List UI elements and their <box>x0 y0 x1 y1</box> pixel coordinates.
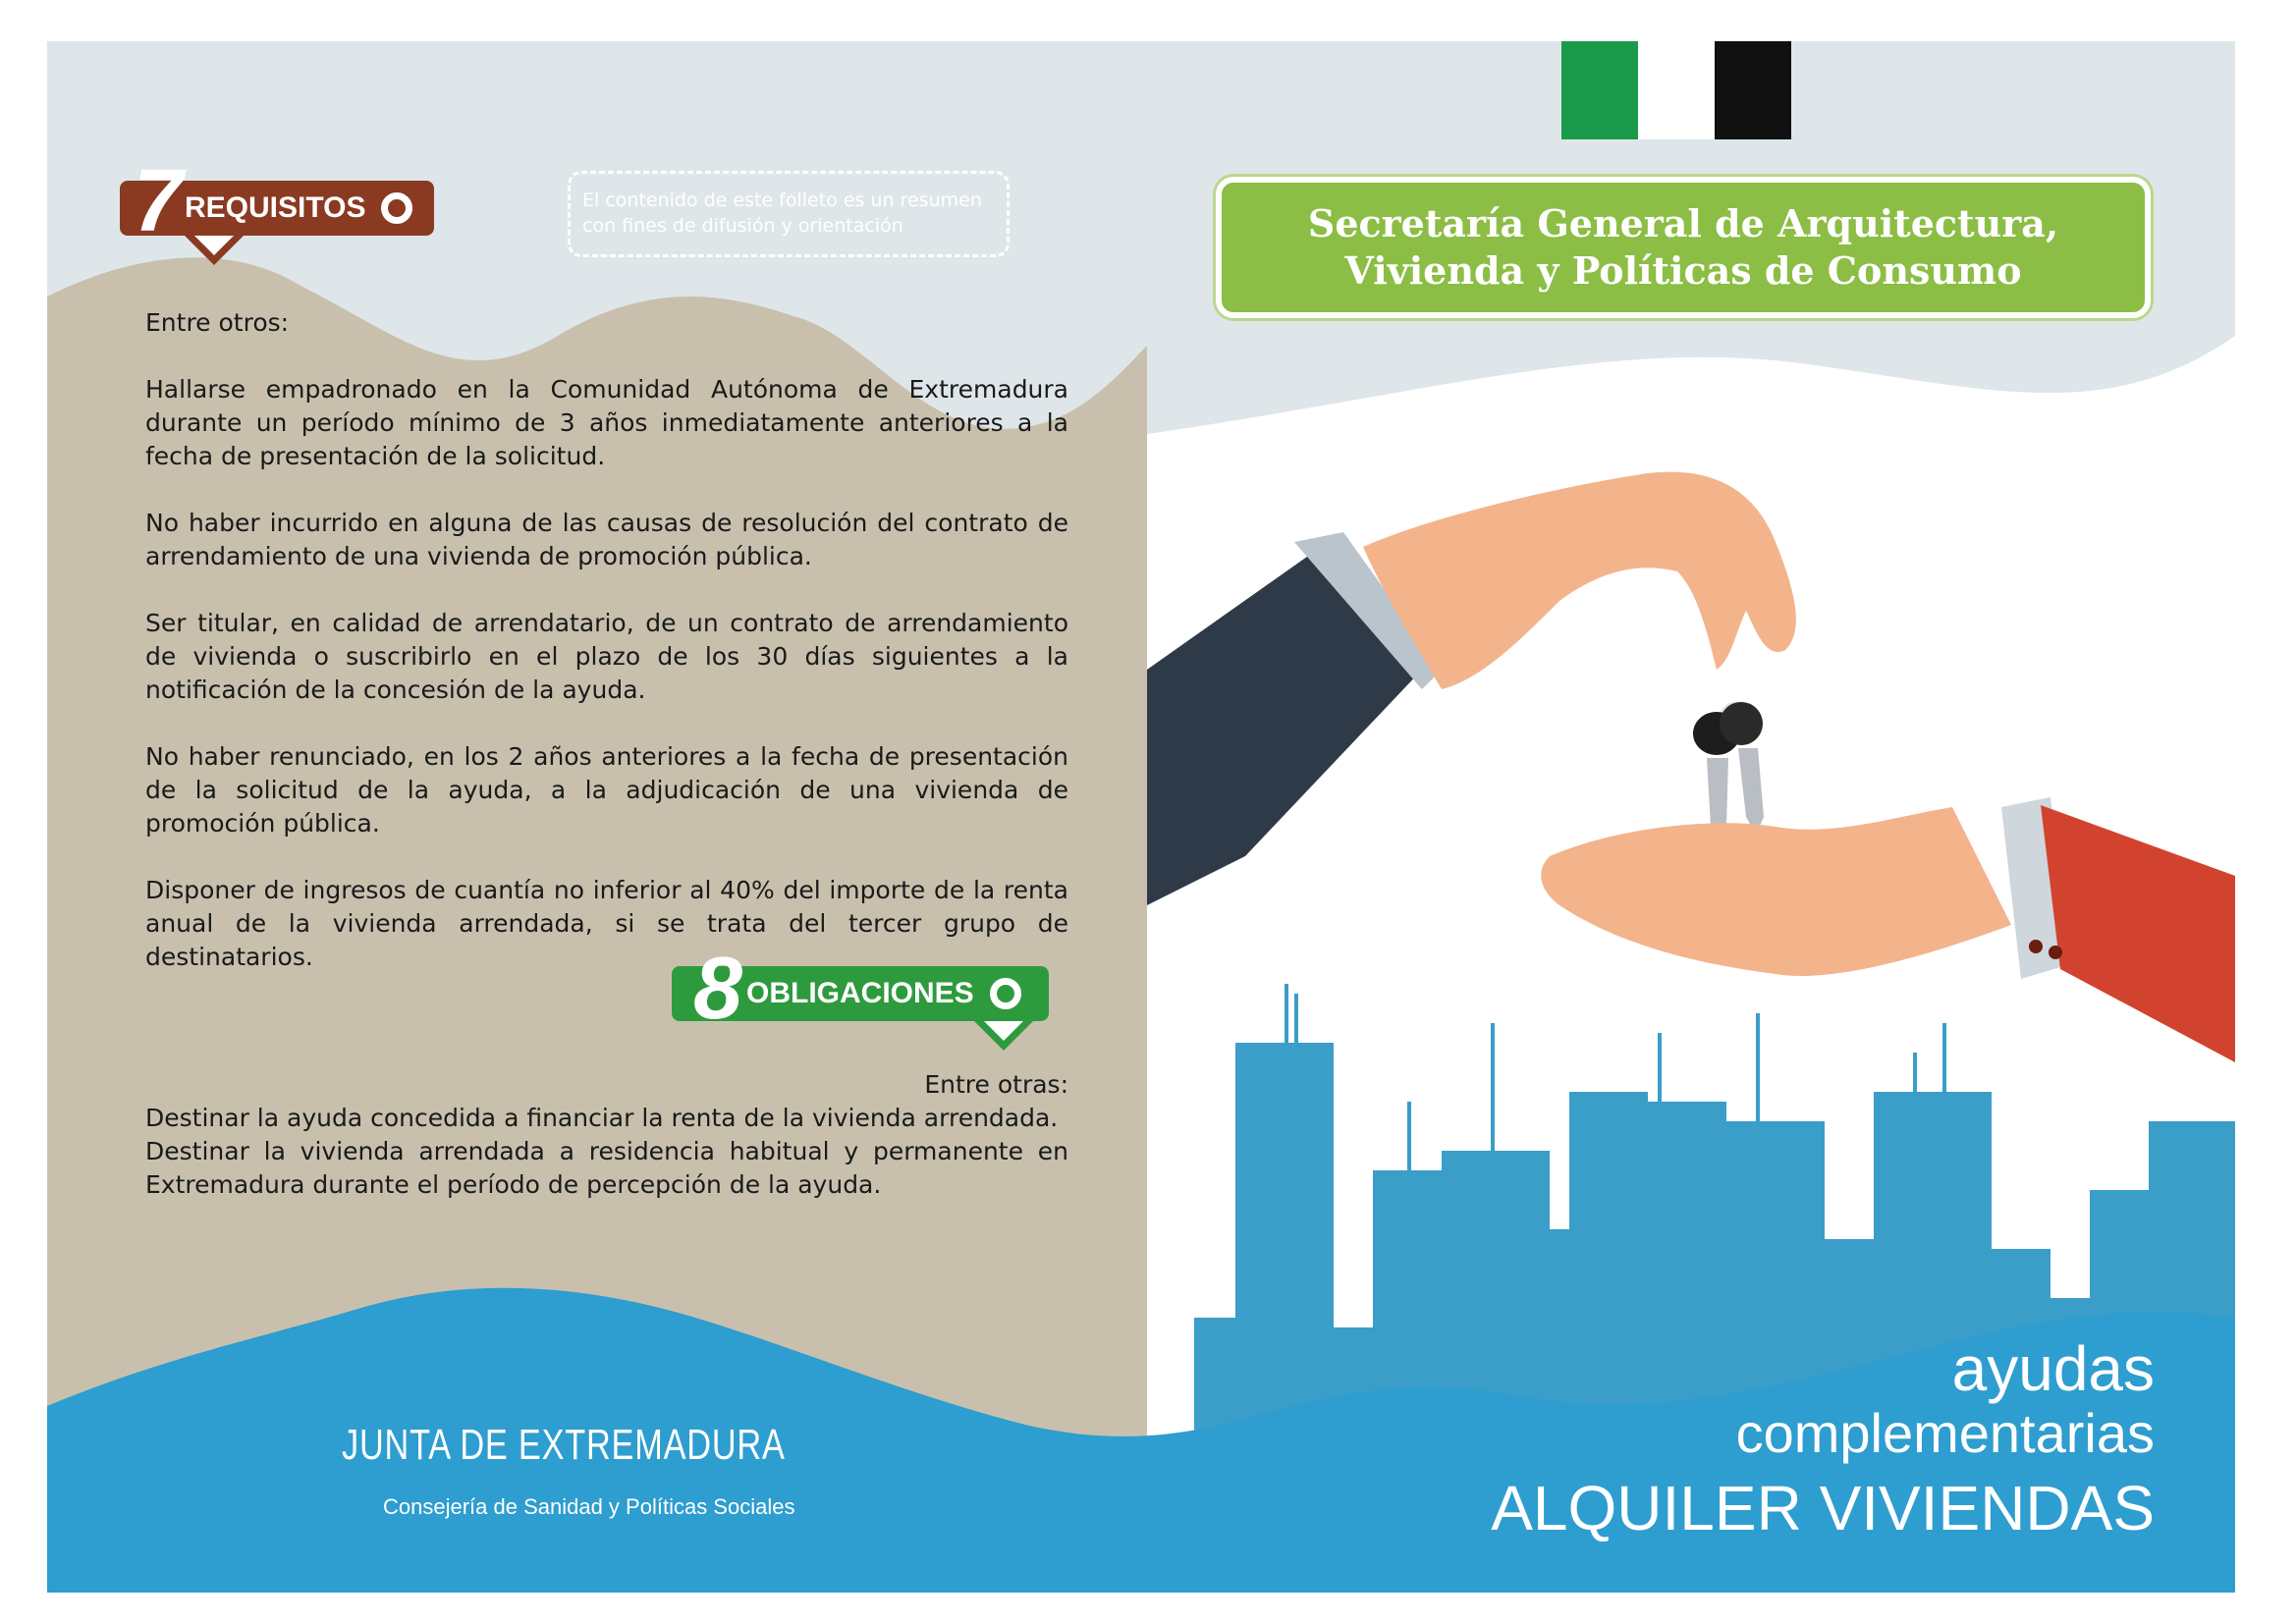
obligaciones-number: 8 <box>693 940 743 1038</box>
circle-icon <box>381 192 412 224</box>
obligaciones-intro: Entre otras: <box>924 1070 1068 1099</box>
flag-black-stripe <box>1715 41 1791 139</box>
flag-green-stripe <box>1561 41 1638 139</box>
obligaciones-body <box>145 1068 1068 1202</box>
down-arrow-icon <box>974 1021 1033 1055</box>
brochure-sheet <box>47 41 2235 1593</box>
flag-white-stripe <box>1638 41 1715 139</box>
secretaria-line-2: Vivienda y Políticas de Consumo <box>1344 248 2022 293</box>
requisito-item: Hallarse empadronado en la Comunidad Autónoma de Extremadura durante un período mínimo de 3 años inmediatamente anteriores a la fecha de presentación de la solicitud. <box>145 375 1068 470</box>
junta-logo-text: JUNTA DE EXTREMADURA <box>342 1421 786 1469</box>
obligaciones-label: OBLIGACIONES <box>746 977 974 1009</box>
requisito-item: Disponer de ingresos de cuantía no inferior al 40% del importe de la renta anual de la vivienda arrendada, si se trata del tercer grupo de destinatarios. <box>145 876 1068 971</box>
requisito-item: Ser titular, en calidad de arrendatario, de un contrato de arrendamiento de vivienda o suscribirlo en el plazo de los 30 días siguientes a la notificación de la concesión de la ayuda. <box>145 609 1068 704</box>
secretaria-line-1: Secretaría General de Arquitectura, <box>1307 201 2059 245</box>
obligacion-item: Destinar la ayuda concedida a financiar la renta de la vivienda arrendada. <box>145 1104 1059 1132</box>
circle-icon <box>990 978 1021 1009</box>
requisito-item: No haber renunciado, en los 2 años anteriores a la fecha de presentación de la solicitud de la ayuda, a la adjudicación de una vivienda de promoción pública. <box>145 742 1068 838</box>
consejeria-text: Consejería de Sanidad y Políticas Sociales <box>383 1494 795 1519</box>
disclaimer-line-1: El contenido de este folleto es un resumen <box>582 189 982 211</box>
requisitos-number: 7 <box>134 152 184 250</box>
requisitos-body <box>145 306 1068 1007</box>
requisito-item: No haber incurrido en alguna de las causas de resolución del contrato de arrendamiento de una vivienda de promoción pública. <box>145 509 1068 570</box>
requisitos-intro: Entre otros: <box>145 308 290 337</box>
disclaimer-box <box>568 171 1010 257</box>
down-arrow-icon <box>185 236 244 269</box>
obligacion-item: Destinar la vivienda arrendada a residencia habitual y permanente en Extremadura durante el período de percepción de la ayuda. <box>145 1137 1068 1199</box>
title-alquiler-viviendas: ALQUILER VIVIENDAS <box>1491 1473 2155 1543</box>
title-ayudas: ayudas <box>1951 1333 2155 1404</box>
disclaimer-line-2: con fines de difusión y orientación <box>582 215 903 237</box>
requisitos-label: REQUISITOS <box>185 191 366 224</box>
secretaria-header <box>1216 177 2151 318</box>
title-complementarias: complementarias <box>1735 1402 2155 1464</box>
